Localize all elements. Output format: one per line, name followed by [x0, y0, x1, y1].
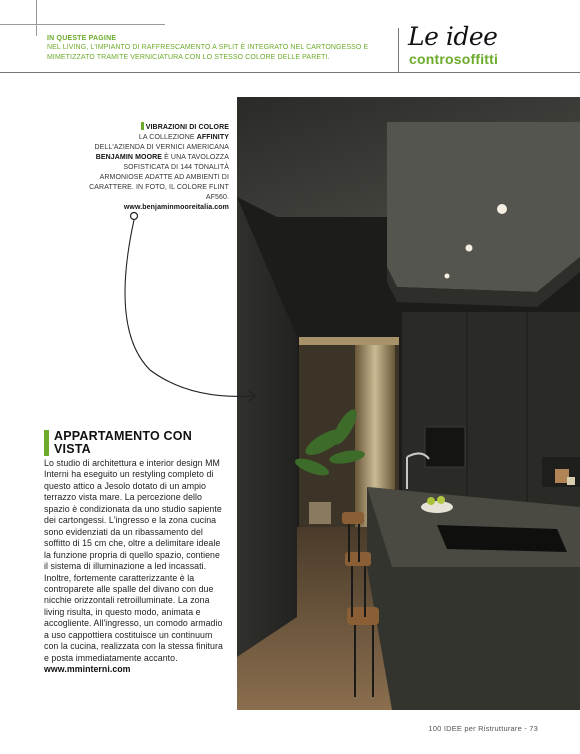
photo-caption — [84, 122, 229, 213]
header-text: NEL LIVING, L'IMPIANTO DI RAFFRESCAMENTO A SPLIT È INTEGRATO NEL CARTONGESSO E MIMETIZZATO TRAMITE VERNICIATURA CON LO STESSO COLORE DELLE PARETI. — [47, 44, 369, 61]
corner-mark — [36, 0, 37, 36]
caption-line3: È UNA TAVOLOZZA SOFISTICATA DI 144 TONALITÀ ARMONIOSE ADATTE AD AMBIENTI DI CARATTERE. IN FOTO, IL COLORE FLINT AF560. — [89, 154, 229, 201]
header-divider — [398, 28, 399, 72]
article-website-link[interactable]: www.mminterni.com — [44, 664, 131, 675]
section-subtitle: controsoffitti — [409, 51, 499, 67]
caption-url[interactable]: www.benjaminmooreitalia.com — [123, 204, 229, 211]
article-title: APPARTAMENTO CON VISTA — [54, 429, 192, 456]
header-top-rule — [0, 24, 165, 25]
caption-line2: DELL'AZIENDA DI VERNICI AMERICANA — [94, 144, 229, 151]
article-accent-bar — [44, 430, 49, 456]
caption-brand1: AFFINITY — [196, 134, 229, 141]
caption-line1: LA COLLEZIONE — [138, 134, 195, 141]
caption-title: VIBRAZIONI DI COLORE — [145, 124, 229, 131]
header-kicker: IN QUESTE PAGINE — [47, 35, 117, 42]
page-folio: 100 IDEE per Ristrutturare - 73 — [428, 724, 538, 733]
header-bottom-rule — [0, 72, 580, 73]
caption-brand2: BENJAMIN MOORE — [95, 154, 163, 161]
article-body — [44, 458, 226, 676]
article-body-text: Lo studio di architettura e interior design MM Interni ha eseguito un restyling completo di questo attico a Jesolo dotato di un ampio terrazzo vista mare. La percezione dello spazio è condizionata da uno studio sapiente dei cartongessi. L'ingresso e la zona cucina sono evidenziati da un ribassamento del soffitto di 15 cm che, oltre a delimitare ideale la funzione propria di quello spazio, contiene il sistema di illuminazione a led incassati. Inoltre, fortemente caratterizzante è la controparete alle spalle del divano con due nicchie orizzontali retroilluminate. La zona living risulta, in questo modo, animata e accogliente. All'ingresso, un comodo armadio a uso cappottiera costituisce un continuum con la cucina, realizzata con la stessa finitura e posta immediatamente accanto. — [44, 458, 223, 663]
section-title: Le idee — [408, 22, 498, 51]
caption-tag — [141, 122, 144, 130]
kitchen-photo — [237, 97, 580, 710]
